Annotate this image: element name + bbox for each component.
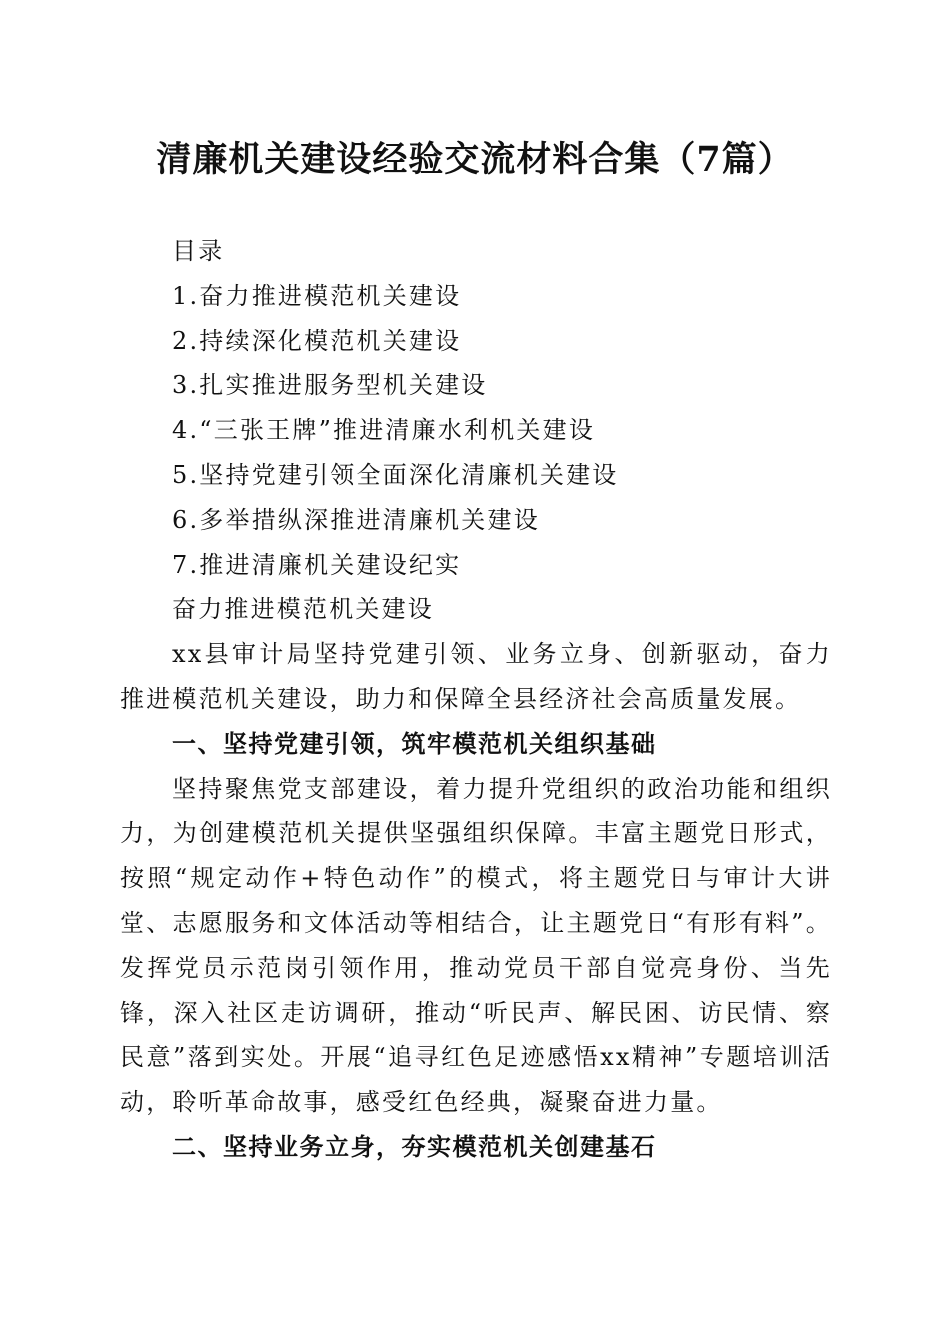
section-paragraph: 坚持聚焦党支部建设，着力提升党组织的政治功能和组织力，为创建模范机关提供坚强组织保障。丰富主题党日形式，按照“规定动作+特色动作”的模式，将主题党日与审计大讲堂、志愿服务和文体活动等相结合，让主题党日“有形有料”。发挥党员示范岗引领作用，推动党员干部自觉亮身份、当先锋，深入社区走访调研，推动“听民声、解民困、访民情、察民意”落到实处。开展“追寻红色足迹感悟xx精神”专题培训活动，聆听革命故事，感受红色经典，凝聚奋进力量。 [120, 774, 832, 1117]
toc-item: 3.扎实推进服务型机关建设 [172, 371, 488, 400]
toc-item: 1.奋力推进模范机关建设 [172, 281, 462, 310]
section-heading: 一、坚持党建引领，筑牢模范机关组织基础 [172, 729, 657, 758]
toc-item: 2.持续深化模范机关建设 [172, 326, 462, 355]
toc-item: 6.多举措纵深推进清廉机关建设 [172, 505, 540, 534]
intro-paragraph: xx县审计局坚持党建引领、业务立身、创新驱动，奋力推进模范机关建设，助力和保障全县经济社会高质量发展。 [120, 640, 832, 713]
toc-heading: 目录 [172, 237, 225, 265]
article-title: 奋力推进模范机关建设 [172, 595, 434, 624]
document-body [120, 229, 832, 1170]
section-heading: 二、坚持业务立身，夯实模范机关创建基石 [172, 1132, 657, 1161]
document-title: 清廉机关建设经验交流材料合集（7篇） [156, 139, 794, 180]
toc-item: 7.推进清廉机关建设纪实 [172, 550, 462, 579]
toc-item: 4.“三张王牌”推进清廉水利机关建设 [172, 416, 596, 445]
toc-item: 5.坚持党建引领全面深化清廉机关建设 [172, 460, 619, 489]
